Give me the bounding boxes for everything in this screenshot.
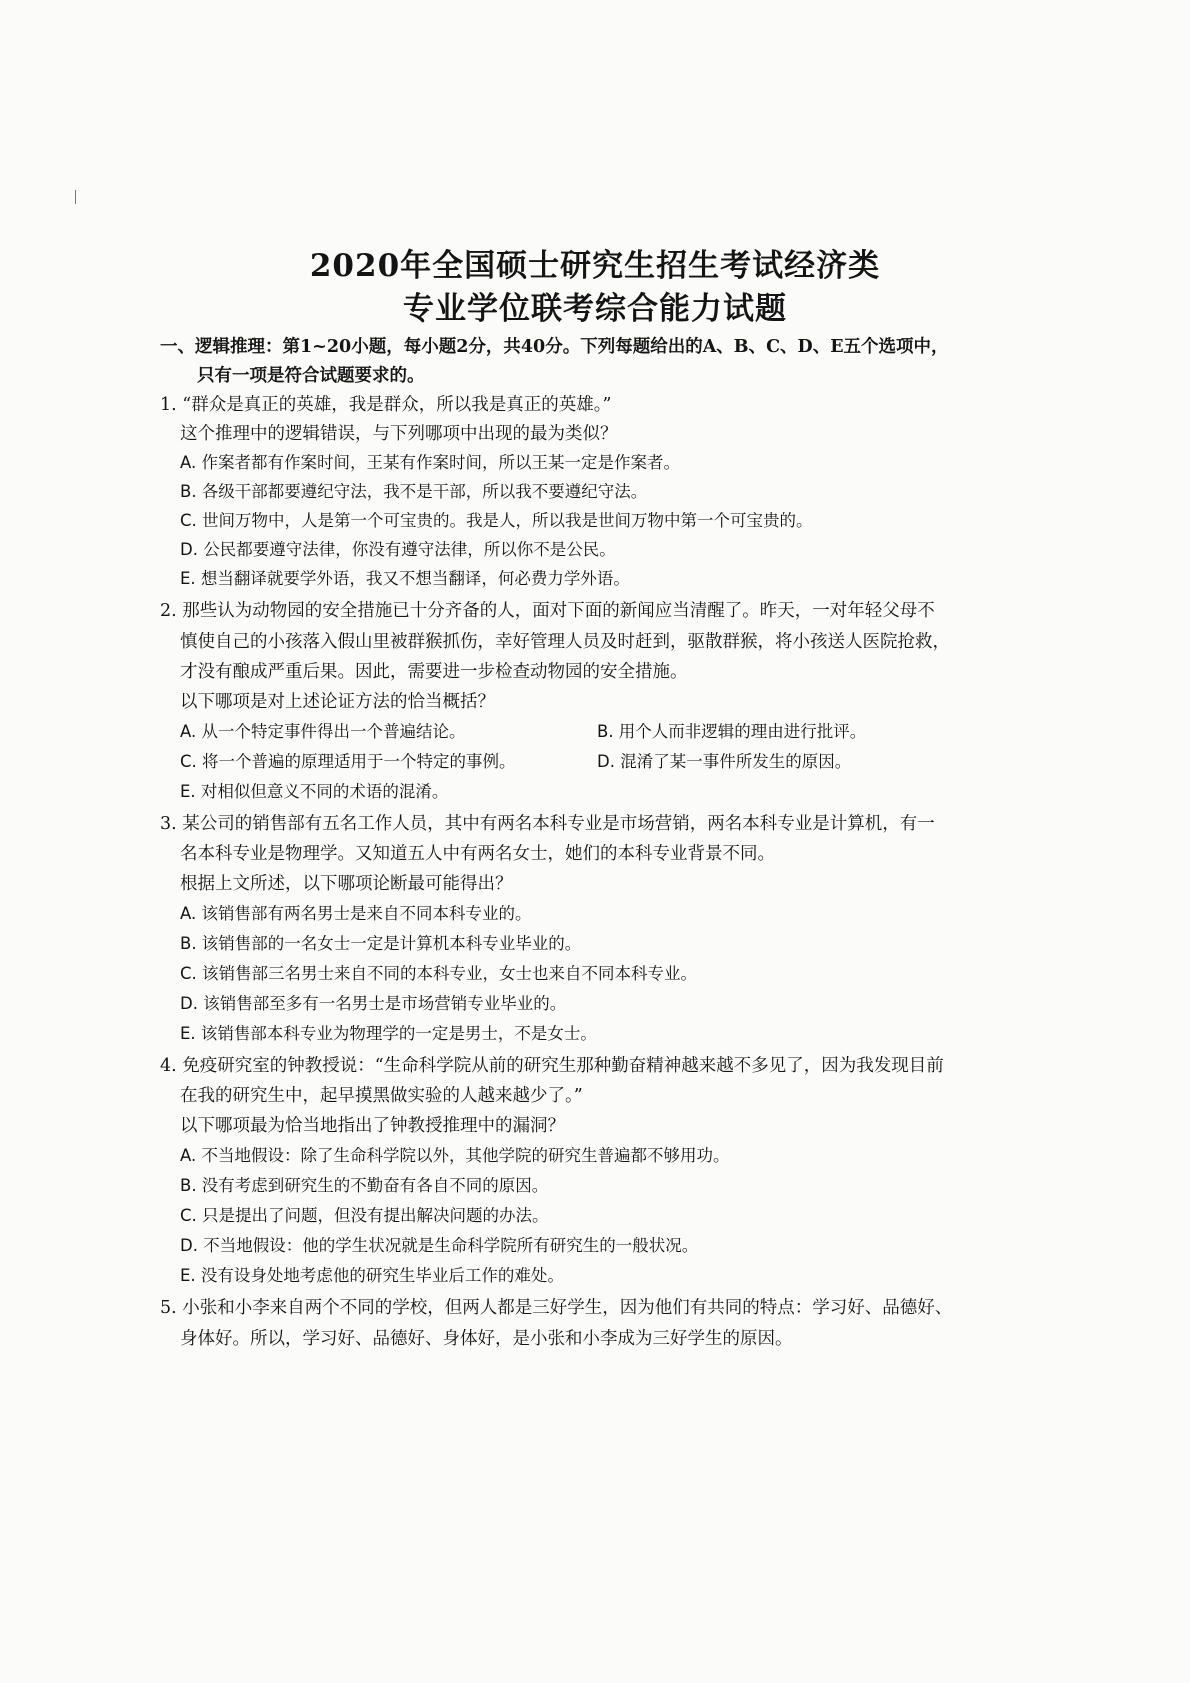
question-2-option-a: A. 从一个特定事件得出一个普遍结论。 <box>180 722 466 741</box>
question-3-option-d: D. 该销售部至多有一名男士是市场营销专业毕业的。 <box>180 994 567 1013</box>
question-4-option-a: A. 不当地假设：除了生命科学院以外，其他学院的研究生普遍都不够用功。 <box>180 1146 730 1165</box>
question-2-stem-line2: 慎使自己的小孩落入假山里被群猴抓伤，幸好管理人员及时赶到，驱散群猴，将小孩送人医院抢救， <box>180 632 950 652</box>
question-2-stem-line3: 才没有酿成严重后果。因此，需要进一步检查动物园的安全措施。 <box>180 662 688 682</box>
question-4-option-c: C. 只是提出了问题，但没有提出解决问题的办法。 <box>180 1206 549 1225</box>
question-1-stem: 1. “群众是真正的英雄，我是群众，所以我是真正的英雄。” <box>160 395 612 415</box>
question-3-option-c: C. 该销售部三名男士来自不同的本科专业，女士也来自不同本科专业。 <box>180 964 698 983</box>
question-1-prompt: 这个推理中的逻辑错误，与下列哪项中出现的最为类似？ <box>180 424 618 444</box>
question-2-option-e: E. 对相似但意义不同的术语的混淆。 <box>180 782 449 801</box>
question-4-stem-line1: 4. 免疫研究室的钟教授说：“生命科学院从前的研究生那种勤奋精神越来越不多见了，因为我发现目前 <box>160 1056 944 1076</box>
question-2-prompt: 以下哪项是对上述论证方法的恰当概括？ <box>180 692 495 712</box>
question-3-stem-line2: 名本科专业是物理学。又知道五人中有两名女士，她们的本科专业背景不同。 <box>180 844 775 864</box>
question-3-option-e: E. 该销售部本科专业为物理学的一定是男士，不是女士。 <box>180 1024 597 1043</box>
question-1-option-e: E. 想当翻译就要学外语，我又不想当翻译，何必费力学外语。 <box>180 569 630 588</box>
scan-artifact-mark <box>75 190 76 204</box>
question-4-option-d: D. 不当地假设：他的学生状况就是生命科学院所有研究生的一般状况。 <box>180 1236 699 1255</box>
section-instruction-line2: 只有一项是符合试题要求的。 <box>197 366 425 386</box>
question-4-prompt: 以下哪项最为恰当地指出了钟教授推理中的漏洞？ <box>180 1116 565 1136</box>
question-1-option-a: A. 作案者都有作案时间，王某有作案时间，所以王某一定是作案者。 <box>180 453 680 472</box>
question-2-stem-line1: 2. 那些认为动物园的安全措施已十分齐备的人，面对下面的新闻应当清醒了。昨天，一对年轻父母不 <box>160 601 935 621</box>
section-instruction-line1: 一、逻辑推理：第1~20小题，每小题2分，共40分。下列每题给出的A、B、C、D、E五个选项中， <box>160 337 949 357</box>
question-4-option-b: B. 没有考虑到研究生的不勤奋有各自不同的原因。 <box>180 1176 549 1195</box>
question-3-option-b: B. 该销售部的一名女士一定是计算机本科专业毕业的。 <box>180 934 582 953</box>
question-2-option-b: B. 用个人而非逻辑的理由进行批评。 <box>597 722 867 741</box>
question-1-option-c: C. 世间万物中，人是第一个可宝贵的。我是人，所以我是世间万物中第一个可宝贵的。 <box>180 511 813 530</box>
question-3-stem-line1: 3. 某公司的销售部有五名工作人员，其中有两名本科专业是市场营销，两名本科专业是计算机，有一 <box>160 814 935 834</box>
question-1-option-b: B. 各级干部都要遵纪守法，我不是干部，所以我不要遵纪守法。 <box>180 482 648 501</box>
question-2-option-c: C. 将一个普遍的原理适用于一个特定的事例。 <box>180 752 516 771</box>
question-3-option-a: A. 该销售部有两名男士是来自不同本科专业的。 <box>180 904 532 923</box>
question-5-stem-line2: 身体好。所以，学习好、品德好、身体好，是小张和小李成为三好学生的原因。 <box>180 1329 793 1349</box>
question-3-prompt: 根据上文所述，以下哪项论断最可能得出？ <box>180 874 513 894</box>
question-4-option-e: E. 没有设身处地考虑他的研究生毕业后工作的难处。 <box>180 1266 564 1285</box>
exam-title-line1: 2020年全国硕士研究生招生考试经济类 <box>309 248 881 284</box>
exam-title-line2: 专业学位联考综合能力试题 <box>403 291 787 327</box>
question-1-option-d: D. 公民都要遵守法律，你没有遵守法律，所以你不是公民。 <box>180 540 616 559</box>
question-4-stem-line2: 在我的研究生中，起早摸黑做实验的人越来越少了。” <box>180 1086 583 1106</box>
question-2-option-d: D. 混淆了某一事件所发生的原因。 <box>597 752 852 771</box>
question-5-stem-line1: 5. 小张和小李来自两个不同的学校，但两人都是三好学生，因为他们有共同的特点：学习好、品德好、 <box>160 1298 953 1318</box>
